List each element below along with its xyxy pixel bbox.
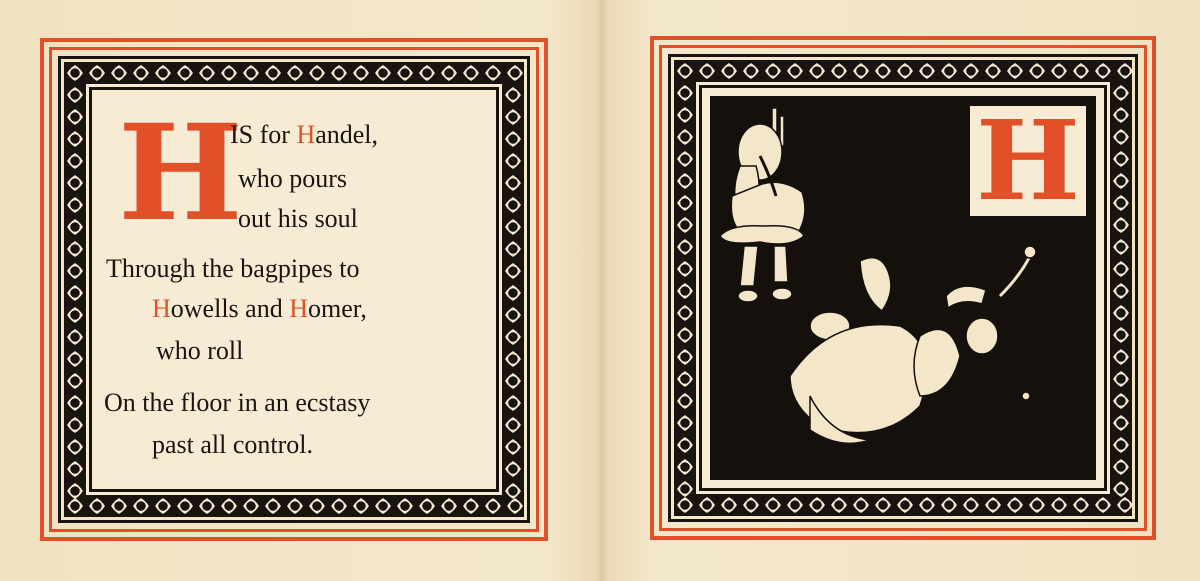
verse-line-6: who roll	[156, 336, 244, 365]
verse-line-2: who pours	[238, 164, 348, 193]
book-gutter	[596, 0, 608, 581]
verse-line-4: Through the bagpipes to	[106, 254, 360, 283]
verse-line-3: out his soul	[238, 204, 358, 233]
verse-line-7: On the floor in an ecstasy	[104, 388, 371, 417]
illustration-initial-letter: H	[976, 96, 1080, 225]
right-page-frame	[650, 36, 1156, 540]
verse-line-1: IS for Handel,	[230, 120, 379, 149]
left-page-frame	[40, 38, 548, 541]
verse-text-area	[100, 98, 488, 481]
drop-cap-letter: H	[118, 96, 241, 251]
verse-line-5: Howells and Homer,	[152, 294, 367, 323]
rolling-men-figures	[790, 246, 1036, 443]
verse-line-8: past all control.	[152, 430, 314, 459]
illustration-panel	[710, 96, 1096, 480]
illustration-initial-box	[968, 96, 1086, 225]
bagpiper-figure	[720, 108, 805, 302]
